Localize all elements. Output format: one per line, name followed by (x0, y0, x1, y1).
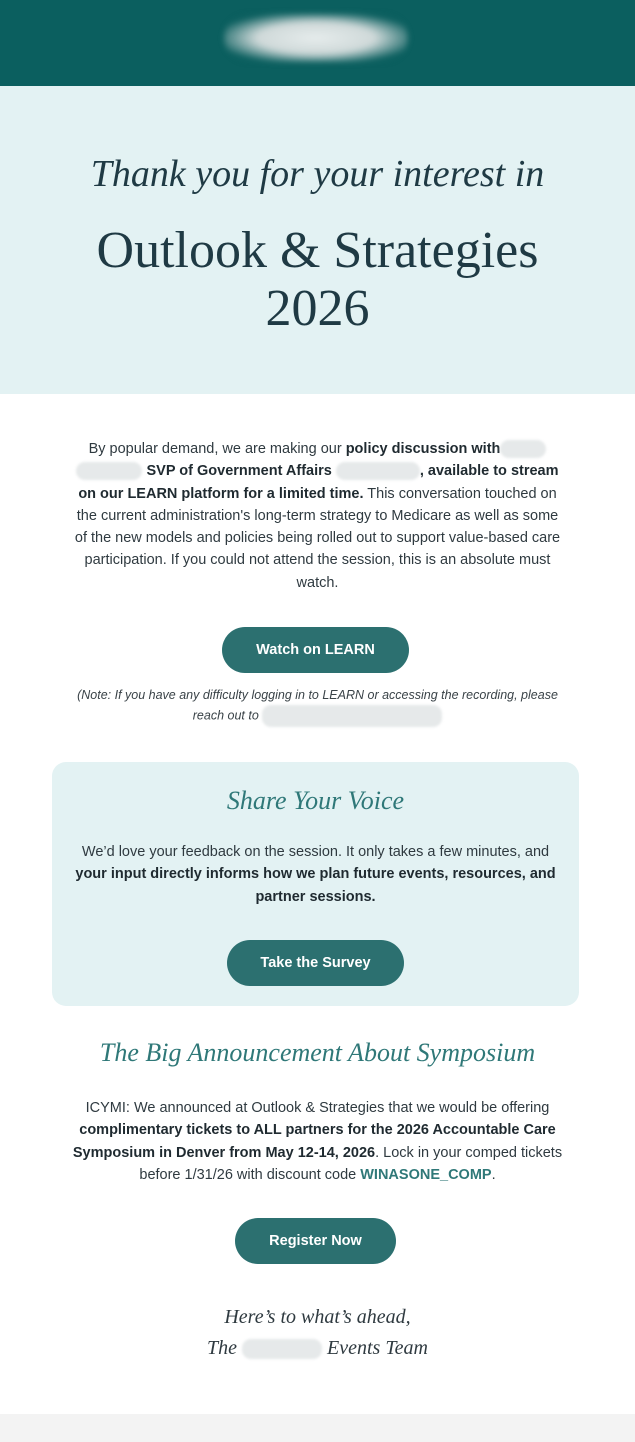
hero-banner (0, 86, 635, 394)
voice-bold: your input directly informs how we plan future events, resources, and partner sessions. (75, 866, 556, 905)
announcement-text-3: . (491, 1166, 496, 1183)
support-note (70, 685, 565, 727)
announcement-text-2: . Lock in your comped tickets before 1/31/26 with discount code (139, 1144, 563, 1183)
redacted-org-name (242, 1339, 322, 1359)
email-header (0, 0, 635, 86)
take-survey-button[interactable]: Take the Survey (227, 940, 404, 986)
discount-code: WINASONE_COMP (360, 1166, 492, 1183)
announcement-title: The Big Announcement About Symposium (99, 1038, 536, 1067)
redacted-email (262, 705, 442, 727)
hero-title: Outlook & Strategies 2026 (96, 222, 539, 337)
intro-bold-2: SVP of Government Affairs (146, 463, 332, 480)
redacted-name (76, 462, 142, 480)
signoff-line-2 (0, 1333, 635, 1364)
intro-paragraph (70, 438, 565, 594)
watch-on-learn-button[interactable]: Watch on LEARN (222, 627, 409, 673)
announcement-paragraph (70, 1097, 565, 1186)
signoff-team: Events Team (327, 1337, 428, 1359)
intro-bold-1: policy discussion with (345, 441, 501, 457)
support-note-text: (Note: If you have any difficulty logging in to LEARN or accessing the recording, please reach out to (77, 688, 558, 723)
voice-title: Share Your Voice (226, 786, 405, 815)
hero-kicker: Thank you for your interest in (90, 153, 545, 195)
announcement-text-1: ICYMI: We announced at Outlook & Strategies that we would be offering (85, 1100, 550, 1116)
voice-paragraph (72, 841, 559, 908)
redacted-name (336, 462, 420, 480)
voice-text: We’d love your feedback on the session. It only takes a few minutes, and (81, 844, 550, 860)
redacted-logo (224, 14, 408, 62)
register-now-button[interactable]: Register Now (235, 1218, 396, 1264)
signoff (0, 1302, 635, 1364)
signoff-the: The (207, 1337, 238, 1359)
intro-text-2: This conversation touched on the current administration's long-term strategy to Medicare as well as some of the new models and policies being rolled out to support value-based care participation. If you could not attend the session, this is an absolute must watch. (74, 485, 561, 591)
signoff-line-1: Here’s to what’s ahead, (224, 1306, 411, 1328)
intro-text-1: By popular demand, we are making our (88, 441, 346, 457)
intro-bold-3: , available to stream on our LEARN platform for a limited time. (78, 463, 559, 502)
announcement-bold: complimentary tickets to ALL partners for the 2026 Accountable Care Symposium in Denver from May 12-14, 2026 (72, 1122, 556, 1161)
email-footer (0, 1414, 635, 1442)
redacted-name (500, 440, 546, 458)
share-your-voice-card (52, 762, 579, 1006)
